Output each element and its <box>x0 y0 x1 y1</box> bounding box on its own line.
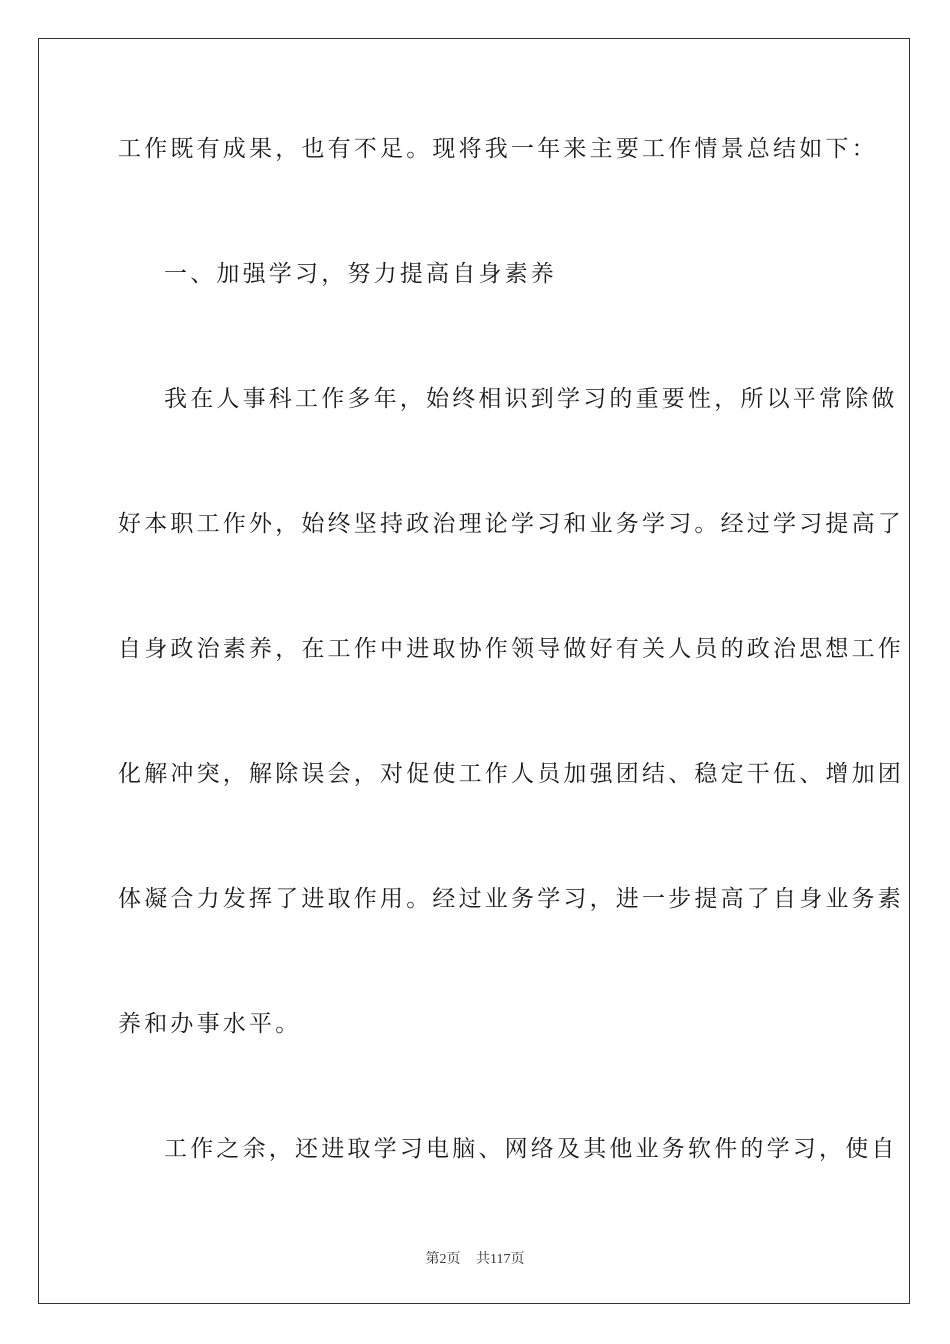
text-line-8: 养和办事水平。 <box>118 1011 302 1037</box>
text-line-7: 体凝合力发挥了进取作用。经过业务学习，进一步提高了自身业务素 <box>118 886 904 912</box>
page-border <box>38 38 910 1304</box>
page-number: 第2页 <box>425 1252 461 1267</box>
text-line-1: 工作既有成果，也有不足。现将我一年来主要工作情景总结如下： <box>118 136 878 162</box>
text-line-9: 工作之余，还进取学习电脑、网络及其他业务软件的学习，使自 <box>164 1136 898 1162</box>
page-footer <box>0 1248 950 1268</box>
total-pages: 共117页 <box>476 1252 525 1267</box>
text-line-3: 我在人事科工作多年，始终相识到学习的重要性，所以平常除做 <box>164 386 898 412</box>
text-line-6: 化解冲突，解除误会，对促使工作人员加强团结、稳定干伍、增加团 <box>118 761 904 787</box>
section-heading: 一、加强学习，努力提高自身素养 <box>164 261 557 287</box>
text-line-4: 好本职工作外，始终坚持政治理论学习和业务学习。经过学习提高了 <box>118 511 904 537</box>
text-line-5: 自身政治素养，在工作中进取协作领导做好有关人员的政治思想工作 <box>118 636 904 662</box>
